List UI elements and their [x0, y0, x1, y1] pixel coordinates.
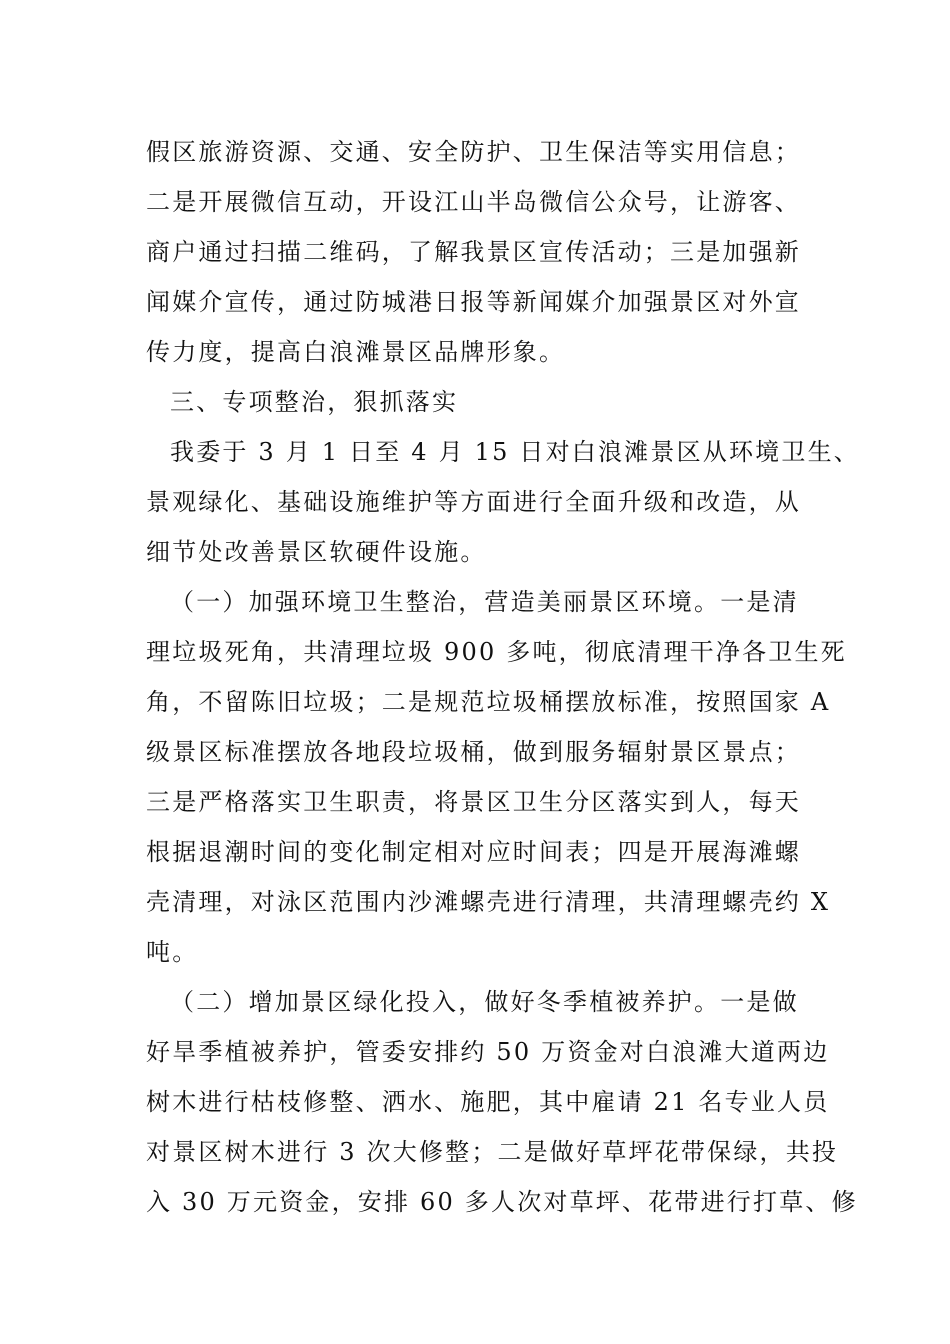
paragraph-line: 入 30 万元资金，安排 60 多人次对草坪、花带进行打草、修 — [146, 1188, 858, 1216]
subsection-line: （一）加强环境卫生整治，营造美丽景区环境。一是清 — [170, 588, 799, 616]
paragraph-line: 壳清理，对泳区范围内沙滩螺壳进行清理，共清理螺壳约 X — [146, 888, 831, 916]
paragraph-line: 三是严格落实卫生职责，将景区卫生分区落实到人，每天 — [146, 788, 801, 816]
paragraph-line: 根据退潮时间的变化制定相对应时间表；四是开展海滩螺 — [146, 838, 801, 866]
paragraph-line: 好旱季植被养护，管委安排约 50 万资金对白浪滩大道两边 — [146, 1038, 830, 1066]
paragraph-line: 二是开展微信互动，开设江山半岛微信公众号，让游客、 — [146, 188, 801, 216]
paragraph-line: 假区旅游资源、交通、安全防护、卫生保洁等实用信息； — [146, 138, 801, 166]
paragraph-line: 传力度，提高白浪滩景区品牌形象。 — [146, 338, 566, 366]
paragraph-line: 角，不留陈旧垃圾；二是规范垃圾桶摆放标准，按照国家 A — [146, 688, 831, 716]
paragraph-line: 商户通过扫描二维码，了解我景区宣传活动；三是加强新 — [146, 238, 801, 266]
subsection-line: （二）增加景区绿化投入，做好冬季植被养护。一是做 — [170, 988, 799, 1016]
paragraph-line: 理垃圾死角，共清理垃圾 900 多吨，彻底清理干净各卫生死 — [146, 638, 847, 666]
paragraph-line: 闻媒介宣传，通过防城港日报等新闻媒介加强景区对外宣 — [146, 288, 801, 316]
paragraph-line: 吨。 — [146, 938, 199, 966]
paragraph-line: 对景区树木进行 3 次大修整；二是做好草坪花带保绿，共投 — [146, 1138, 839, 1166]
paragraph-line: 细节处改善景区软硬件设施。 — [146, 538, 487, 566]
paragraph-line: 景观绿化、基础设施维护等方面进行全面升级和改造，从 — [146, 488, 801, 516]
paragraph-line: 我委于 3 月 1 日至 4 月 15 日对白浪滩景区从环境卫生、 — [170, 438, 860, 466]
paragraph-line: 树木进行枯枝修整、洒水、施肥，其中雇请 21 名专业人员 — [146, 1088, 830, 1116]
section-heading: 三、专项整治，狠抓落实 — [170, 388, 459, 416]
paragraph-line: 级景区标准摆放各地段垃圾桶，做到服务辐射景区景点； — [146, 738, 801, 766]
